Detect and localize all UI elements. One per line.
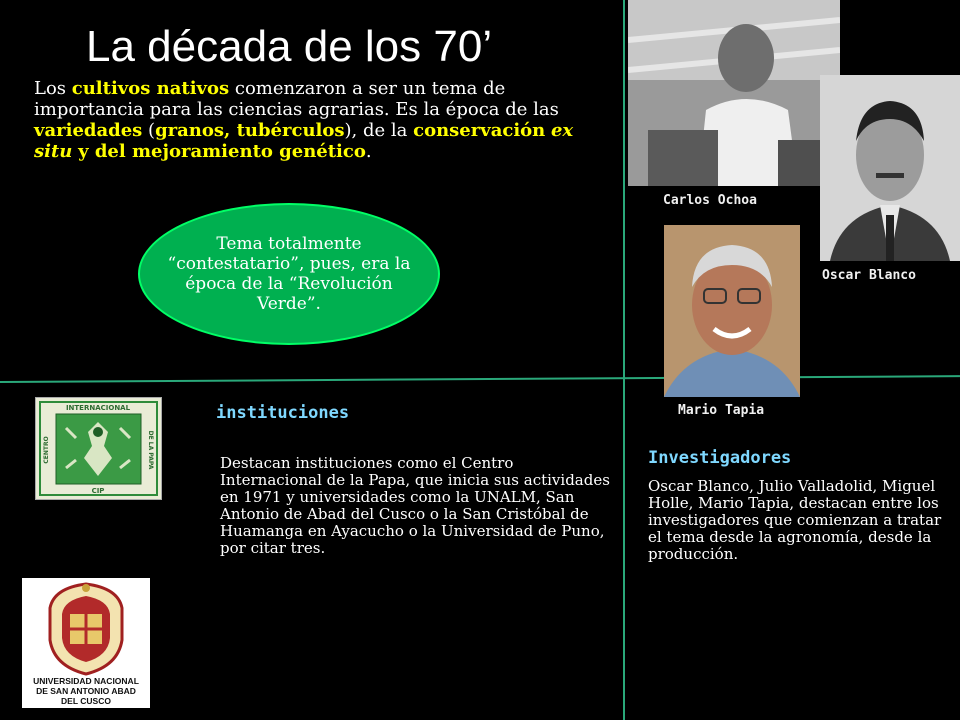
intro-highlight: granos, tubérculos <box>155 120 345 141</box>
slide-title: La década de los 70’ <box>86 22 493 71</box>
callout-text: Tema totalmente “contestatario”, pues, era la época de la “Revolución Verde”. <box>167 234 411 314</box>
portrait-image <box>628 0 840 186</box>
cip-right-text: DE LA PAPA <box>147 430 154 470</box>
cip-emblem <box>36 398 161 499</box>
unsaac-crest <box>22 578 150 708</box>
photo-oscar-blanco <box>820 75 960 261</box>
cip-top-text: INTERNACIONAL <box>65 404 131 412</box>
instituciones-body: Destacan instituciones como el Centro Internacional de la Papa, que inicia sus actividades en 1971 y universidades como la UNALM, San Antonio de Abad del Cusco o la San Cristóbal de Huamanga en Ayacucho o la Universidad de Puno, por citar tres. <box>220 454 610 557</box>
intro-highlight-italic: ex situ <box>34 120 574 162</box>
callout-oval <box>138 203 440 345</box>
horizontal-divider <box>0 375 960 383</box>
unsaac-text-line1: UNIVERSIDAD NACIONAL <box>33 676 139 686</box>
intro-highlight: variedades <box>34 120 143 141</box>
instituciones-heading: instituciones <box>216 403 350 423</box>
intro-highlight: y del mejoramiento genético <box>78 141 366 162</box>
cip-logo <box>35 397 162 500</box>
intro-text: . <box>365 141 372 162</box>
photo-carlos-ochoa <box>628 0 840 186</box>
caption-carlos-ochoa: Carlos Ochoa <box>663 193 757 208</box>
cip-left-text: CENTRO <box>43 436 50 464</box>
unsaac-text-line2: DE SAN ANTONIO ABAD <box>36 686 136 696</box>
intro-paragraph <box>34 78 614 162</box>
unsaac-text-line3: DEL CUSCO <box>61 696 111 706</box>
cip-bottom-text: CIP <box>91 487 105 495</box>
intro-text: Los <box>34 78 72 99</box>
intro-text: ), de la <box>344 120 414 141</box>
portrait-image <box>664 225 800 397</box>
vertical-divider <box>623 0 625 720</box>
intro-highlight: conservación <box>413 120 546 141</box>
intro-text: ( <box>142 120 156 141</box>
portrait-image <box>820 75 960 261</box>
intro-highlight: cultivos nativos <box>71 78 230 99</box>
photo-mario-tapia <box>664 225 800 397</box>
unsaac-logo <box>22 578 150 708</box>
intro-text: comenzaron a ser un tema de importancia para las ciencias agrarias. Es la época de las <box>34 78 559 120</box>
investigadores-body: Oscar Blanco, Julio Valladolid, Miguel Holle, Mario Tapia, destacan entre los investigadores que comienzan a tratar el tema desde la agronomía, desde la producción. <box>648 477 942 563</box>
investigadores-heading: Investigadores <box>648 448 792 468</box>
caption-oscar-blanco: Oscar Blanco <box>822 268 916 283</box>
caption-mario-tapia: Mario Tapia <box>678 403 765 418</box>
